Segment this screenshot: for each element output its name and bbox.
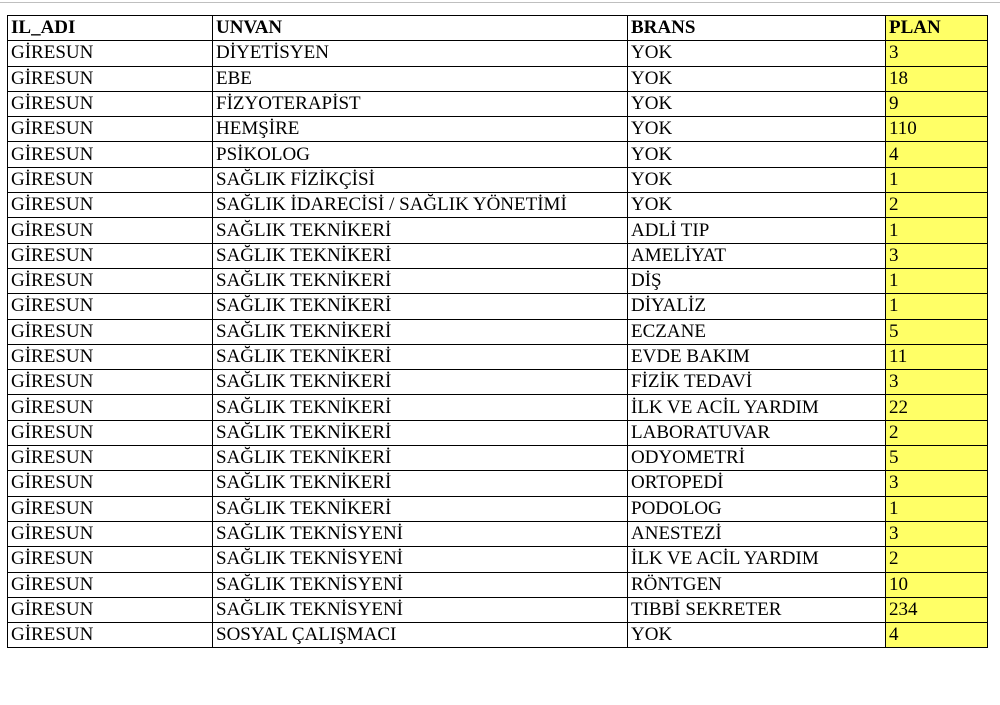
cell-unvan: PSİKOLOG	[213, 142, 628, 167]
cell-brans: ODYOMETRİ	[628, 446, 886, 471]
cell-unvan: SAĞLIK TEKNİKERİ	[213, 471, 628, 496]
cell-plan: 1	[886, 218, 988, 243]
cell-brans: YOK	[628, 117, 886, 142]
cell-il-adi: GİRESUN	[8, 66, 213, 91]
cell-unvan: HEMŞİRE	[213, 117, 628, 142]
cell-brans: DİYALİZ	[628, 294, 886, 319]
header-unvan: UNVAN	[213, 16, 628, 41]
cell-unvan: SAĞLIK TEKNİSYENİ	[213, 597, 628, 622]
cell-il-adi: GİRESUN	[8, 547, 213, 572]
cell-unvan: SAĞLIK TEKNİKERİ	[213, 344, 628, 369]
table-row	[8, 623, 988, 648]
cell-il-adi: GİRESUN	[8, 572, 213, 597]
cell-unvan: SAĞLIK TEKNİSYENİ	[213, 547, 628, 572]
cell-il-adi: GİRESUN	[8, 597, 213, 622]
cell-brans: ADLİ TIP	[628, 218, 886, 243]
cell-unvan: SAĞLIK TEKNİSYENİ	[213, 521, 628, 546]
table-row	[8, 395, 988, 420]
cell-unvan: SOSYAL ÇALIŞMACI	[213, 623, 628, 648]
header-brans: BRANS	[628, 16, 886, 41]
top-divider	[0, 2, 1000, 3]
cell-unvan: SAĞLIK TEKNİKERİ	[213, 243, 628, 268]
header-il-adi: IL_ADI	[8, 16, 213, 41]
cell-plan: 3	[886, 370, 988, 395]
cell-il-adi: GİRESUN	[8, 142, 213, 167]
cell-plan: 1	[886, 167, 988, 192]
cell-brans: TIBBİ SEKRETER	[628, 597, 886, 622]
cell-il-adi: GİRESUN	[8, 623, 213, 648]
cell-plan: 11	[886, 344, 988, 369]
table-row	[8, 41, 988, 66]
cell-il-adi: GİRESUN	[8, 395, 213, 420]
cell-plan: 110	[886, 117, 988, 142]
cell-unvan: SAĞLIK TEKNİSYENİ	[213, 572, 628, 597]
cell-il-adi: GİRESUN	[8, 370, 213, 395]
cell-il-adi: GİRESUN	[8, 446, 213, 471]
cell-unvan: SAĞLIK TEKNİKERİ	[213, 395, 628, 420]
cell-plan: 1	[886, 294, 988, 319]
plan-table	[7, 15, 988, 648]
table-row	[8, 370, 988, 395]
cell-brans: YOK	[628, 193, 886, 218]
cell-il-adi: GİRESUN	[8, 420, 213, 445]
cell-unvan: SAĞLIK TEKNİKERİ	[213, 446, 628, 471]
cell-il-adi: GİRESUN	[8, 117, 213, 142]
cell-il-adi: GİRESUN	[8, 91, 213, 116]
cell-il-adi: GİRESUN	[8, 496, 213, 521]
cell-plan: 10	[886, 572, 988, 597]
table-row	[8, 420, 988, 445]
cell-il-adi: GİRESUN	[8, 243, 213, 268]
cell-brans: İLK VE ACİL YARDIM	[628, 547, 886, 572]
cell-brans: ORTOPEDİ	[628, 471, 886, 496]
table-row	[8, 597, 988, 622]
table-row	[8, 471, 988, 496]
cell-unvan: EBE	[213, 66, 628, 91]
cell-plan: 3	[886, 471, 988, 496]
cell-brans: FİZİK TEDAVİ	[628, 370, 886, 395]
table-row	[8, 319, 988, 344]
cell-brans: EVDE BAKIM	[628, 344, 886, 369]
header-plan: PLAN	[886, 16, 988, 41]
cell-il-adi: GİRESUN	[8, 521, 213, 546]
cell-plan: 18	[886, 66, 988, 91]
cell-plan: 3	[886, 521, 988, 546]
cell-unvan: SAĞLIK TEKNİKERİ	[213, 294, 628, 319]
cell-brans: İLK VE ACİL YARDIM	[628, 395, 886, 420]
cell-brans: YOK	[628, 167, 886, 192]
cell-unvan: SAĞLIK TEKNİKERİ	[213, 218, 628, 243]
cell-plan: 3	[886, 41, 988, 66]
cell-unvan: SAĞLIK TEKNİKERİ	[213, 370, 628, 395]
cell-unvan: SAĞLIK TEKNİKERİ	[213, 496, 628, 521]
table-body	[8, 41, 988, 648]
cell-il-adi: GİRESUN	[8, 471, 213, 496]
cell-brans: YOK	[628, 91, 886, 116]
cell-brans: RÖNTGEN	[628, 572, 886, 597]
cell-il-adi: GİRESUN	[8, 41, 213, 66]
cell-il-adi: GİRESUN	[8, 294, 213, 319]
table-row	[8, 218, 988, 243]
table-row	[8, 66, 988, 91]
cell-plan: 4	[886, 142, 988, 167]
cell-unvan: SAĞLIK İDARECİSİ / SAĞLIK YÖNETİMİ	[213, 193, 628, 218]
cell-unvan: FİZYOTERAPİST	[213, 91, 628, 116]
cell-plan: 2	[886, 193, 988, 218]
cell-brans: YOK	[628, 142, 886, 167]
table-row	[8, 167, 988, 192]
cell-il-adi: GİRESUN	[8, 268, 213, 293]
cell-unvan: SAĞLIK FİZİKÇİSİ	[213, 167, 628, 192]
table-row	[8, 521, 988, 546]
cell-il-adi: GİRESUN	[8, 218, 213, 243]
cell-unvan: DİYETİSYEN	[213, 41, 628, 66]
cell-brans: YOK	[628, 66, 886, 91]
cell-plan: 5	[886, 446, 988, 471]
cell-il-adi: GİRESUN	[8, 167, 213, 192]
table-row	[8, 344, 988, 369]
cell-unvan: SAĞLIK TEKNİKERİ	[213, 420, 628, 445]
table-row	[8, 496, 988, 521]
table-row	[8, 243, 988, 268]
cell-brans: PODOLOG	[628, 496, 886, 521]
table-row	[8, 193, 988, 218]
cell-il-adi: GİRESUN	[8, 193, 213, 218]
cell-il-adi: GİRESUN	[8, 344, 213, 369]
cell-brans: ANESTEZİ	[628, 521, 886, 546]
cell-plan: 2	[886, 547, 988, 572]
cell-brans: DİŞ	[628, 268, 886, 293]
table-row	[8, 547, 988, 572]
table-row	[8, 91, 988, 116]
cell-plan: 9	[886, 91, 988, 116]
cell-plan: 22	[886, 395, 988, 420]
table-row	[8, 268, 988, 293]
cell-brans: YOK	[628, 41, 886, 66]
cell-brans: ECZANE	[628, 319, 886, 344]
cell-brans: LABORATUVAR	[628, 420, 886, 445]
table-row	[8, 294, 988, 319]
cell-unvan: SAĞLIK TEKNİKERİ	[213, 319, 628, 344]
cell-il-adi: GİRESUN	[8, 319, 213, 344]
cell-plan: 2	[886, 420, 988, 445]
cell-brans: AMELİYAT	[628, 243, 886, 268]
table-row	[8, 117, 988, 142]
cell-brans: YOK	[628, 623, 886, 648]
cell-plan: 1	[886, 268, 988, 293]
cell-plan: 3	[886, 243, 988, 268]
table-row	[8, 142, 988, 167]
cell-plan: 5	[886, 319, 988, 344]
table-row	[8, 572, 988, 597]
cell-plan: 234	[886, 597, 988, 622]
cell-plan: 1	[886, 496, 988, 521]
cell-unvan: SAĞLIK TEKNİKERİ	[213, 268, 628, 293]
header-row	[8, 16, 988, 41]
cell-plan: 4	[886, 623, 988, 648]
table-row	[8, 446, 988, 471]
